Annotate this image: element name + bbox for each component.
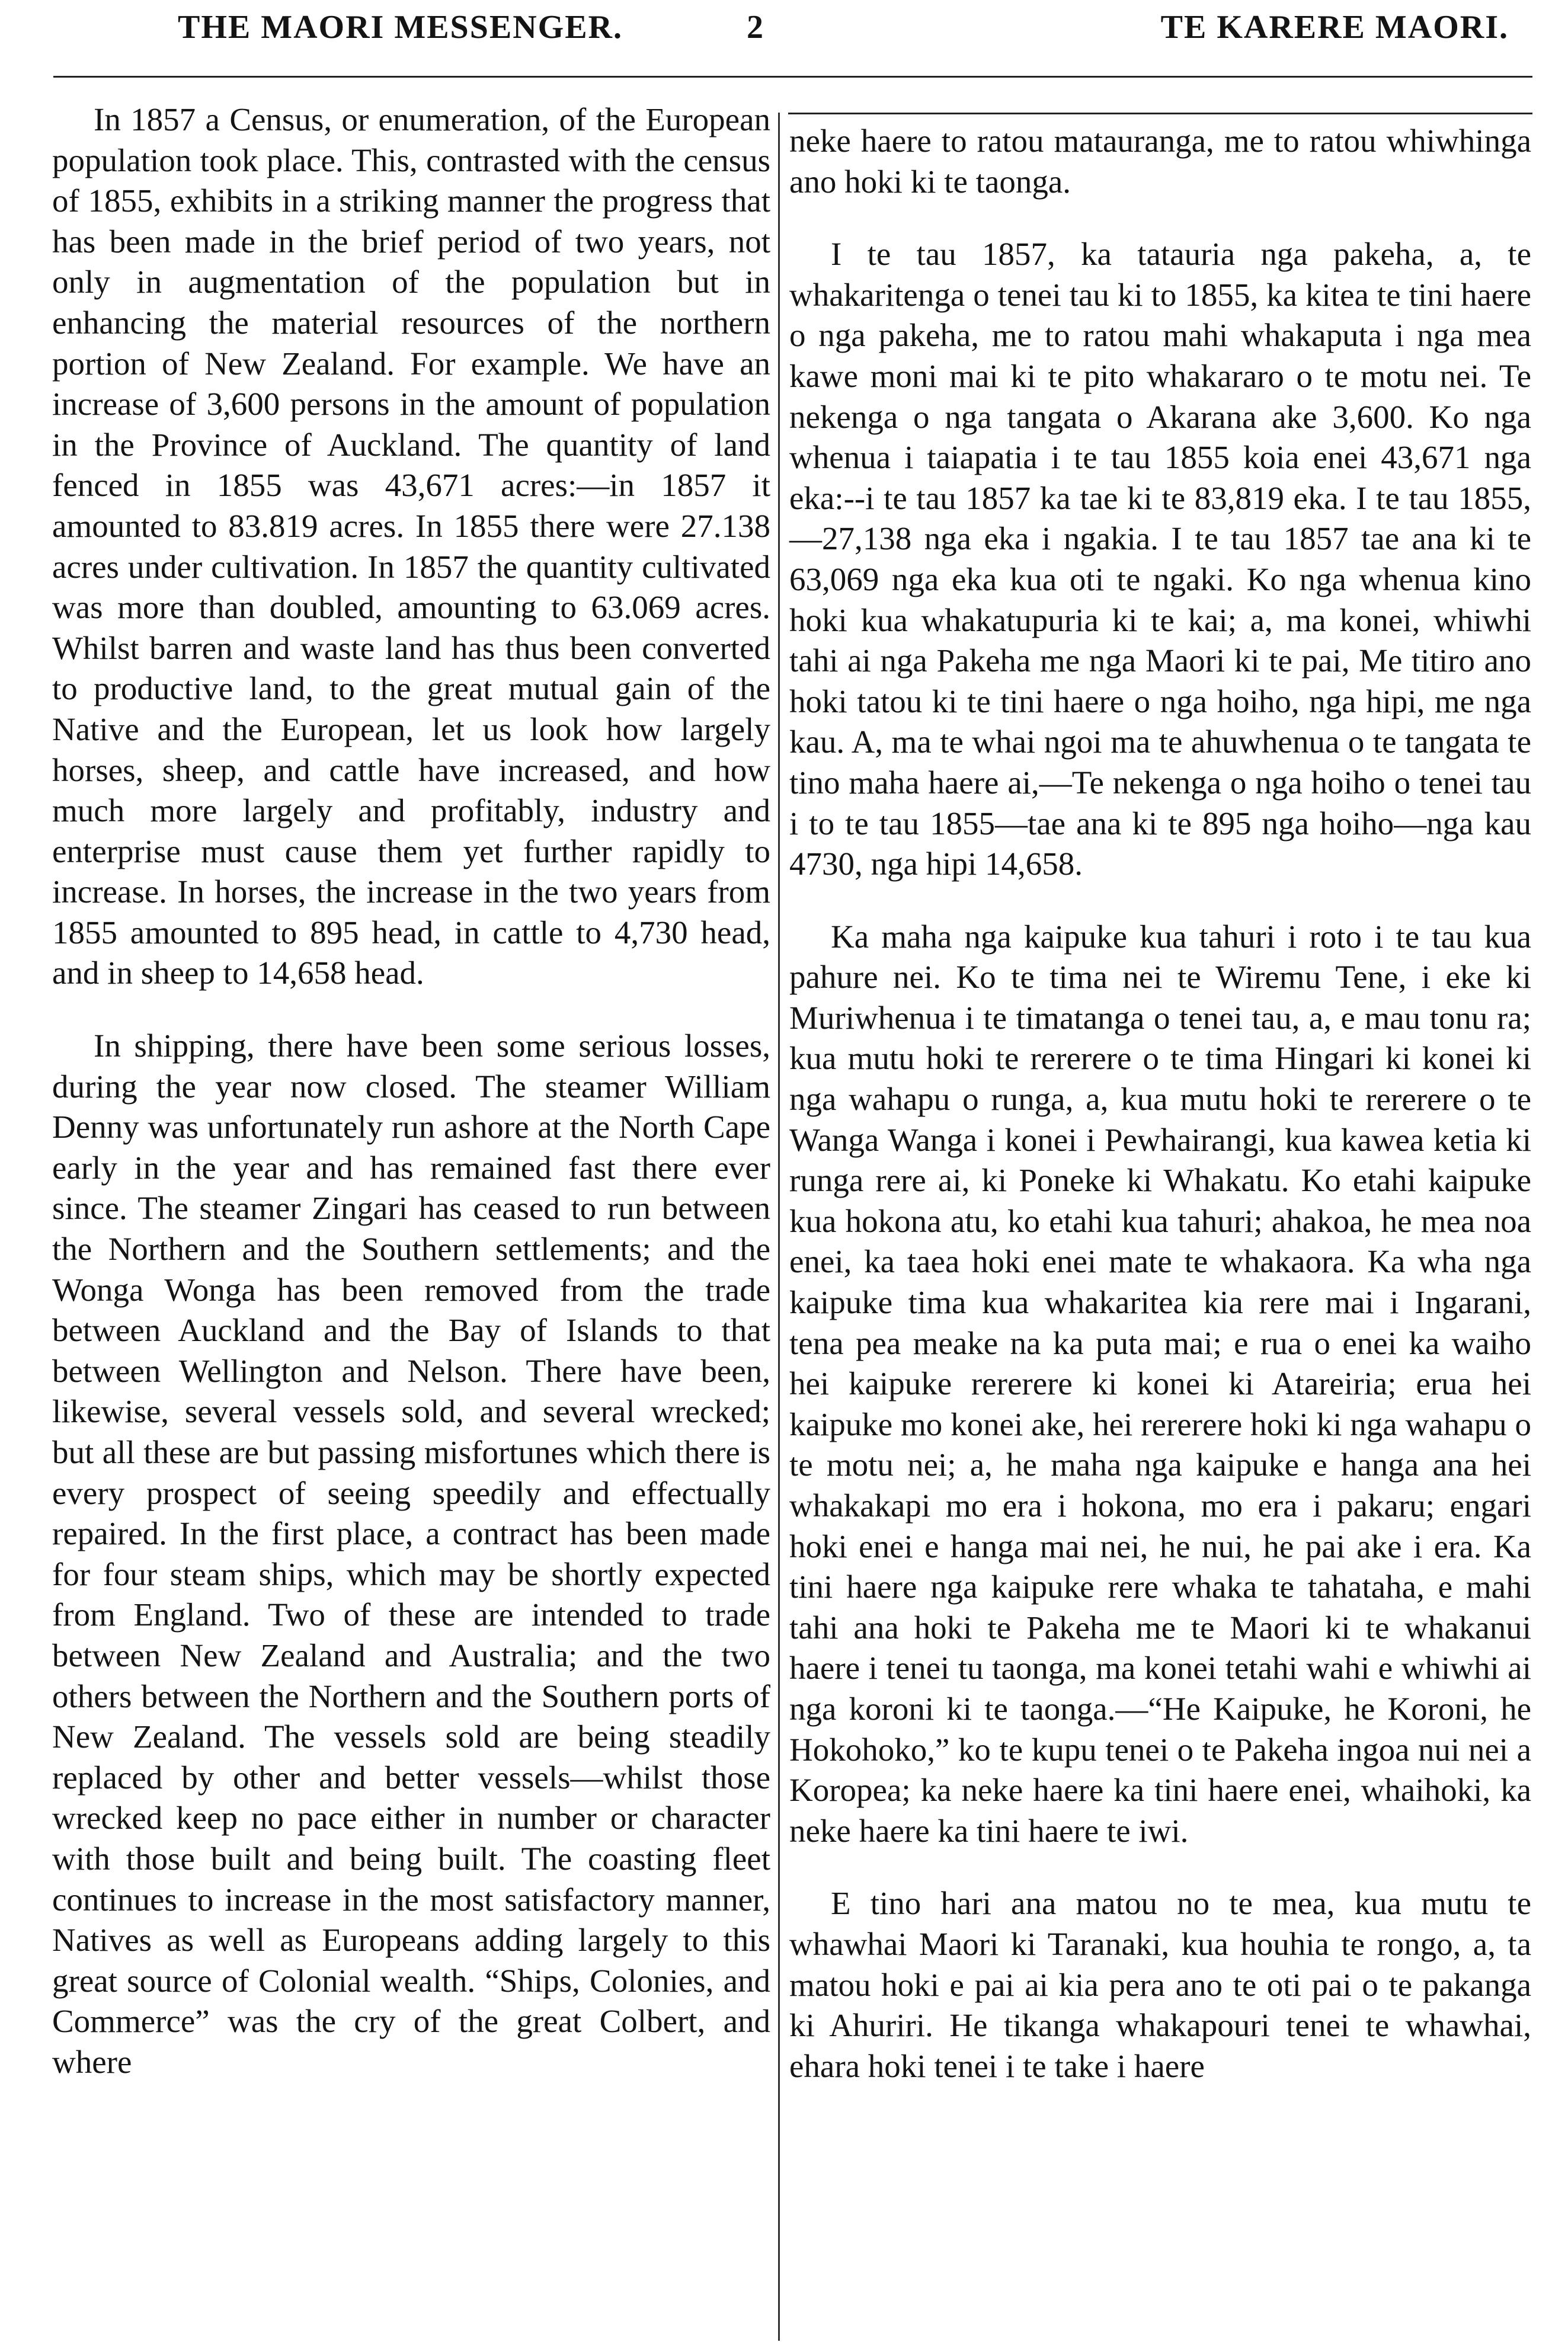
census-paragraph: In 1857 a Census, or enumeration, of the European population took place. This, contrasted with the census of 1855, exhibits in a striking manner the progress that has been made in the brief period of two years, not only in augmentation of the population but in enhancing the material resources of the northern portion of New Zealand. For example. We have an increase of 3,600 persons in the amount of population in the Province of Auckland. The quantity of land fenced in 1855 was 43,671 acres:—in 1857 it amounted to 83.819 acres. In 1855 there were 27.138 acres under cultivation. In 1857 the quantity cultivated was more than doubled, amounting to 63.069 acres. Whilst barren and waste land has thus been converted to productive land, to the great mutual gain of the Native and the European, let us look how largely horses, sheep, and cattle have increased, and how much more largely and profitably, industry and enterprise must cause them yet further rapidly to increase. In horses, the increase in the two years from 1855 amounted to 895 head, in cattle to 4,730 head, and in sheep to 14,658 head. — [52, 101, 770, 991]
right-column-top-rule — [788, 113, 1532, 114]
english-column — [52, 100, 770, 2115]
header-rule — [53, 76, 1532, 78]
continued-paragraph: neke haere to ratou matauranga, me to ratou whiwhinga ano hoki ki te taonga. — [789, 123, 1531, 200]
page-number: 2 — [747, 9, 764, 46]
whawhai-paragraph: E tino hari ana matou no te mea, kua mutu te whawhai Maori ki Taranaki, kua houhia te rongo, a, ta matou hoki e pai ai kia pera ano te oti pai o te pakanga ki Ahuriri. He tikanga whakapouri tenei te whawhai, ehara hoki tenei i te take i haere — [789, 1885, 1531, 2084]
maori-column — [789, 121, 1531, 2119]
masthead — [178, 8, 1509, 56]
masthead-english-title: THE MAORI MESSENGER. — [178, 9, 623, 46]
shipping-paragraph: In shipping, there have been some serious losses, during the year now closed. The steamer William Denny was unfortunately run ashore at the North Cape early in the year and has remained fast there ever since. The steamer Zingari has ceased to run between the Northern and the Southern settlements; and the Wonga Wonga has been removed from the trade between Auckland and the Bay of Islands to that between Wellington and Nelson. There have been, likewise, several vessels sold, and several wrecked; but all these are but passing misfortunes which there is every prospect of seeing speedily and effectually repaired. In the first place, a contract has been made for four steam ships, which may be shortly expected from England. Two of these are intended to trade between New Zealand and Australia; and the two others between the Northern and the Southern ports of New Zealand. The vessels sold are being steadily replaced by other and better vessels—whilst those wrecked keep no pace either in number or character with those built and being built. The coasting fleet continues to increase in the most satisfactory manner, Natives as well as Europeans adding largely to this great source of Colonial wealth. “Ships, Colonies, and Commerce” was the cry of the great Colbert, and where — [52, 1028, 770, 2080]
kaipuke-paragraph: Ka maha nga kaipuke kua tahuri i roto i te tau kua pahure nei. Ko te tima nei te Wiremu Tene, i eke ki Muriwhenua i te timatanga o tenei tau, a, e mau tonu ra; kua mutu hoki te rererere o te tima Hingari ki konei ki nga wahapu o runga, a, kua mutu hoki te rererere o te Wanga Wanga i konei i Pewhairangi, kua kawea ketia ki runga rere ai, ki Poneke ki Whakatu. Ko etahi kaipuke kua hokona atu, ko etahi kua tahuri; ahakoa, he mea noa enei, ka taea hoki enei mate te whakaora. Ka wha nga kaipuke tima kua whakaritea kia rere mai i Ingarani, tena pea meake na ka puta mai; e rua o enei ka waiho hei kaipuke rererere ki konei ki Atareiria; erua hei kaipuke mo konei ake, hei rererere hoki ki nga wahapu o te motu nei; a, he maha nga kaipuke e hanga ana hei whakakapi mo era i hokona, mo era i pakaru; engari hoki enei e hanga mai nei, he nui, he pai ake i era. Ka tini haere nga kaipuke rere whaka te tahataha, e mahi tahi ana hoki te Pakeha me te Maori ki te whakanui haere i tenei tu taonga, ma konei tetahi wahi e whiwhi ai nga koroni ki te taonga.—“He Kaipuke, he Koroni, he Hokohoko,” ko te kupu tenei o te Pakeha ingoa nui nei a Koropea; ka neke haere ka tini haere enei, whaihoki, ka neke haere ka tini haere te iwi. — [789, 918, 1531, 1849]
tatauranga-paragraph: I te tau 1857, ka tatauria nga pakeha, a, te whakaritenga o tenei tau ki to 1855, ka kitea te tini haere o nga pakeha, me to ratou mahi whakaputa i nga mea kawe moni mai ki te pito whakararo o te motu nei. Te nekenga o nga tangata o Akarana ake 3,600. Ko nga whenua i taiapatia i te tau 1855 koia enei 43,671 nga eka:--i te tau 1857 ka tae ki te 83,819 eka. I te tau 1855,—27,138 nga eka i ngakia. I te tau 1857 tae ana ki te 63,069 nga eka kua oti te ngaki. Ko nga whenua kino hoki kua whakatupuria ki te kai; a, ma konei, whiwhi tahi ai nga Pakeha me nga Maori ki te pai, Me titiro ano hoki tatou ki te tini haere o nga hoiho, nga hipi, me nga kau. A, ma te whai ngoi ma te ahuwhenua o te tangata te tino maha haere ai,—Te nekenga o nga hoiho o tenei tau i to te tau 1855—tae ana ki te 895 nga hoiho—nga kau 4730, nga hipi 14,658. — [789, 236, 1531, 882]
masthead-maori-title: TE KARERE MAORI. — [1160, 9, 1509, 46]
column-divider — [778, 113, 780, 2341]
